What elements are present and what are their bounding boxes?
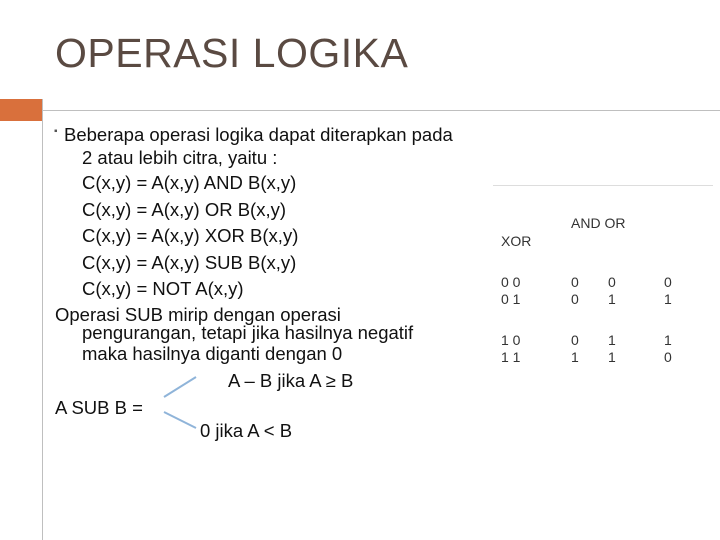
formula-xor: C(x,y) = A(x,y) XOR B(x,y) [82, 225, 299, 246]
sub-description-line-2: pengurangan, tetapi jika hasilnya negatif [82, 322, 414, 343]
table-row-or: 1 [608, 349, 616, 365]
table-row-or: 1 [608, 332, 616, 348]
table-row-and: 0 [571, 291, 579, 307]
table-row-or: 1 [608, 291, 616, 307]
table-row-ab: 1 0 [501, 332, 521, 348]
table-row-and: 0 [571, 274, 579, 290]
table-row-ab: 0 1 [501, 291, 521, 307]
slide-title: OPERASI LOGIKA [55, 30, 409, 76]
table-row-xor: 0 [664, 274, 672, 290]
table-header-xor: XOR [501, 233, 532, 249]
table-row-xor: 1 [664, 291, 672, 307]
arrow-down [164, 412, 196, 428]
table-row-and: 1 [571, 349, 579, 365]
table-row-and: 0 [571, 332, 579, 348]
table-row-xor: 1 [664, 332, 672, 348]
table-header-and-or: AND OR [571, 215, 626, 231]
formula-and: C(x,y) = A(x,y) AND B(x,y) [82, 172, 297, 193]
sub-description-line-3: maka hasilnya diganti dengan 0 [82, 343, 343, 364]
case-lower: 0 jika A < B [200, 420, 293, 441]
formula-not: C(x,y) = NOT A(x,y) [82, 278, 244, 299]
arrow-up [164, 377, 196, 397]
table-row-ab: 1 1 [501, 349, 521, 365]
sub-description-line-1: Operasi SUB mirip dengan operasi [55, 304, 341, 325]
case-lhs: A SUB B = [55, 397, 143, 418]
case-upper: A – B jika A ≥ B [228, 370, 354, 391]
formula-sub: C(x,y) = A(x,y) SUB B(x,y) [82, 252, 297, 273]
bullet-icon: ▪ [54, 126, 58, 137]
table-row-ab: 0 0 [501, 274, 521, 290]
intro-line-1: Beberapa operasi logika dapat diterapkan pada [64, 124, 453, 145]
table-row-xor: 0 [664, 349, 672, 365]
formula-or: C(x,y) = A(x,y) OR B(x,y) [82, 199, 287, 220]
intro-line-2: 2 atau lebih citra, yaitu : [82, 147, 278, 168]
table-row-or: 0 [608, 274, 616, 290]
